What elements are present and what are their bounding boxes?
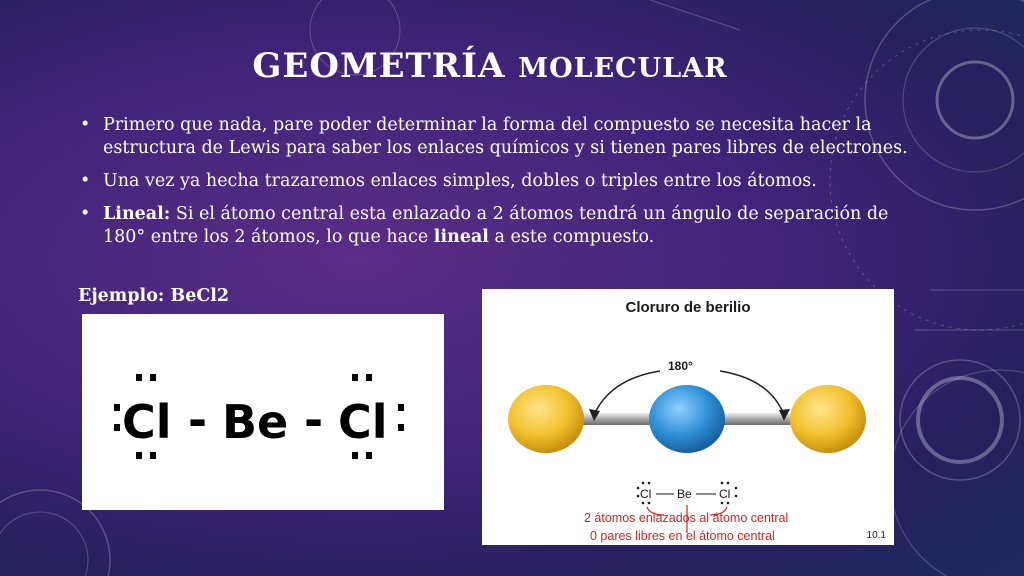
mini-cl-right: Cl <box>719 487 731 501</box>
lewis-structure-svg <box>82 314 444 510</box>
bullet-text: Una vez ya hecha trazaremos enlaces simples, dobles o triples entre los átomos. <box>103 171 817 191</box>
lewis-dash-right: - <box>304 393 324 447</box>
bullet-text: Primero que nada, pare poder determinar la forma del compuesto se necesita hacer la estructura de Lewis para saber los enlaces químicos y si tienen pares libres de electrones. <box>103 115 908 158</box>
lewis-dash-left: - <box>188 393 208 447</box>
lewis-cl-right: Cl <box>338 395 388 449</box>
annotation-lone-pairs: 0 pares libres en el átomo central <box>590 529 775 543</box>
annotation-bonded-atoms: 2 átomos enlazados al átomo central <box>584 511 789 525</box>
diagram-title: Cloruro de berilio <box>625 299 751 316</box>
bullet-item <box>78 203 908 249</box>
lewis-structure-image <box>82 314 444 510</box>
page-title <box>0 46 980 86</box>
angle-label: 180° <box>668 359 693 373</box>
bullet-item <box>78 170 908 193</box>
bullet-text: Si el átomo central esta enlazado a 2 átomos tendrá un ángulo de separación de 180° entre los 2 átomos, lo que hace <box>103 204 889 247</box>
angle-arrow-left <box>594 371 660 415</box>
bullet-bold-inline: lineal <box>433 227 489 247</box>
bullet-list <box>78 114 908 259</box>
title-part-1: GEOMETRÍA <box>252 46 506 86</box>
figure-number: 10.1 <box>866 530 886 541</box>
mini-cl-left: Cl <box>640 487 652 501</box>
bullet-item <box>78 114 908 160</box>
becl2-diagram <box>482 289 894 545</box>
bullet-bold-term: Lineal: <box>103 204 171 224</box>
outer-atom-right <box>790 385 866 453</box>
ball-stick-model <box>482 289 894 545</box>
angle-arrow-right <box>720 371 784 415</box>
bullet-text-end: a este compuesto. <box>488 227 655 247</box>
title-part-2: MOLECULAR <box>518 53 728 84</box>
outer-atom-left <box>508 385 584 453</box>
lewis-cl-left: Cl <box>122 395 172 449</box>
mini-be: Be <box>677 487 692 501</box>
example-label: Ejemplo: BeCl2 <box>78 286 230 306</box>
central-atom <box>649 385 725 453</box>
lewis-be: Be <box>222 395 289 449</box>
